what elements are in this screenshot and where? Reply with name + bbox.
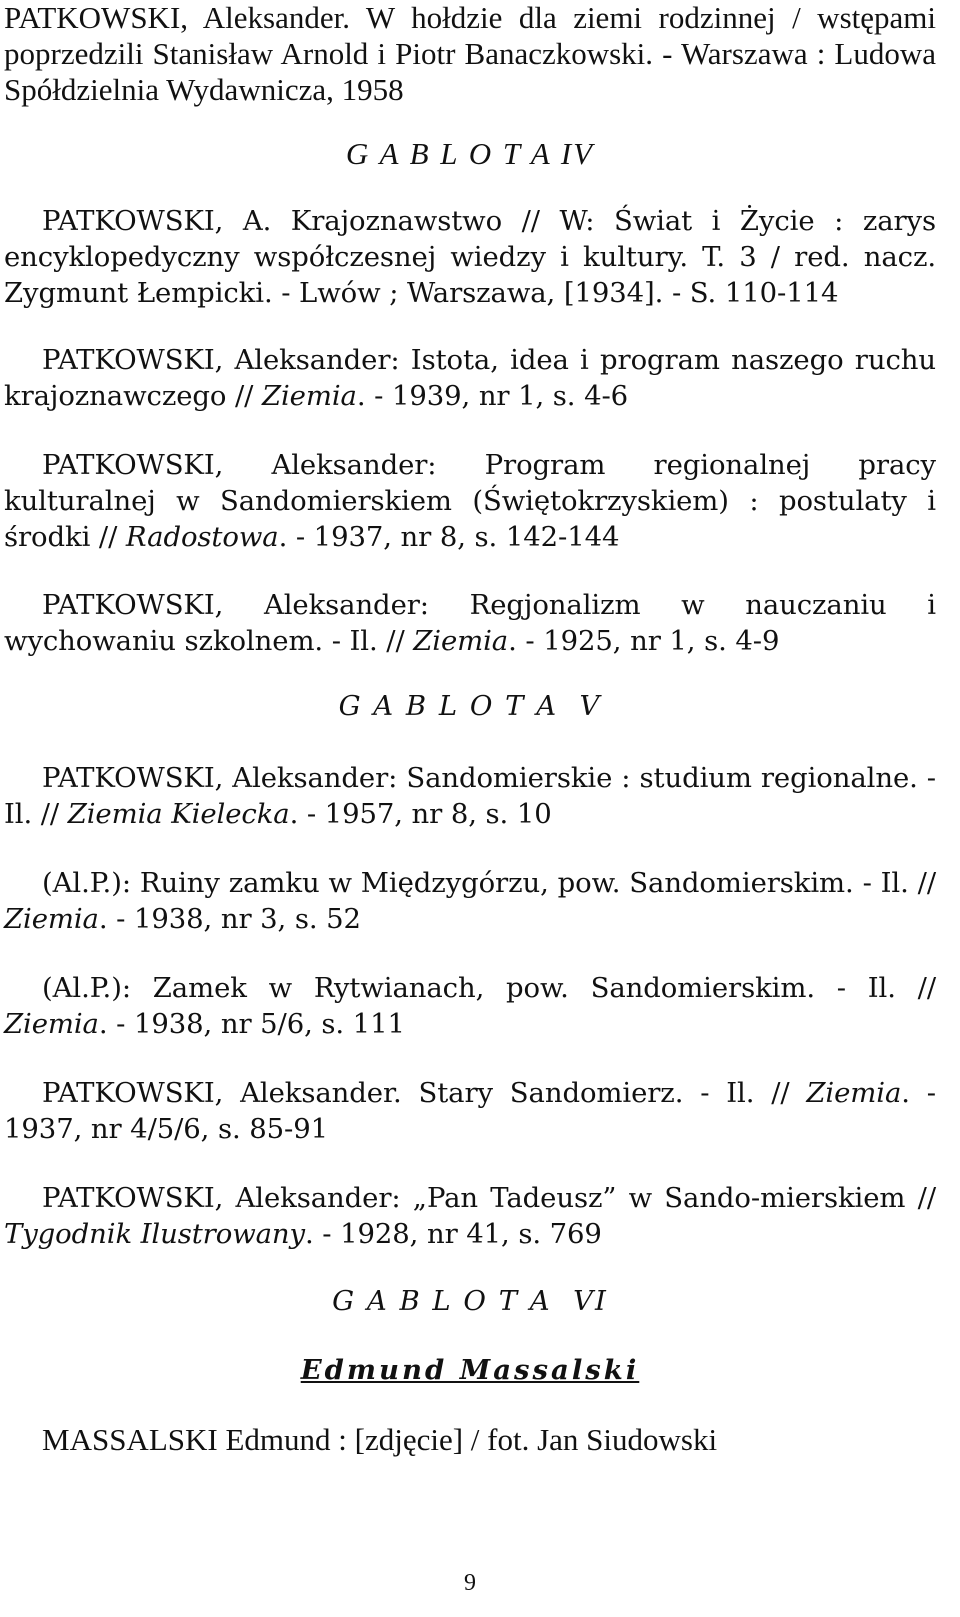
bibliography-entry: PATKOWSKI, Aleksander: „Pan Tadeusz” w Sando-mierskiem // Tygodnik Ilustrowany. - 1928, nr 41, s. 769 bbox=[4, 1182, 936, 1250]
journal-title: Tygodnik Ilustrowany bbox=[4, 1218, 305, 1250]
bibliography-entry: PATKOWSKI, A. Krajoznawstwo // W: Świat i Życie : zarys encyklopedyczny współczesnej wiedzy i kultury. T. 3 / red. nacz. Zygmunt Łempicki. - Lwów ; Warszawa, [1934]. - S. 110-114 bbox=[4, 205, 936, 309]
bibliography-entry: PATKOWSKI, Aleksander. W hołdzie dla ziemi rodzinnej / wstępami poprzedzili Stanisław Arnold i Piotr Banaczkowski. - Warszawa : Ludowa Spółdzielnia Wydawnicza, 1958 bbox=[4, 0, 936, 107]
journal-title: Radostowa bbox=[125, 521, 279, 553]
subsection-heading-edmund-massalski: Edmund Massalski bbox=[300, 1354, 640, 1386]
bibliography-entry: (Al.P.): Ruiny zamku w Międzygórzu, pow. Sandomierskim. - Il. // Ziemia. - 1938, nr 3, s. 52 bbox=[4, 867, 936, 935]
page-number: 9 bbox=[464, 1570, 476, 1596]
journal-title: Ziemia Kielecka bbox=[67, 798, 290, 830]
section-heading-gablota-v: G A B L O T A V bbox=[338, 690, 602, 722]
section-heading-gablota-iv: G A B L O T A IV bbox=[345, 136, 595, 171]
bibliography-entry: (Al.P.): Zamek w Rytwianach, pow. Sandomierskim. - Il. // Ziemia. - 1938, nr 5/6, s. 111 bbox=[4, 972, 936, 1040]
bibliography-entry: PATKOWSKI, Aleksander: Regjonalizm w nauczaniu i wychowaniu szkolnem. - Il. // Ziemia. - 1925, nr 1, s. 4-9 bbox=[4, 589, 936, 657]
bibliography-entry: PATKOWSKI, Aleksander. Stary Sandomierz. - Il. // Ziemia. - 1937, nr 4/5/6, s. 85-91 bbox=[4, 1077, 936, 1145]
bibliography-entry: PATKOWSKI, Aleksander: Istota, idea i program naszego ruchu krajoznawczego // Ziemia. - 1939, nr 1, s. 4-6 bbox=[4, 344, 936, 412]
bibliography-entry: PATKOWSKI, Aleksander: Sandomierskie : studium regionalne. - Il. // Ziemia Kielecka. - 1957, nr 8, s. 10 bbox=[4, 762, 936, 830]
journal-title: Ziemia bbox=[261, 380, 357, 412]
journal-title: Ziemia bbox=[4, 903, 99, 935]
journal-title: Ziemia bbox=[806, 1077, 902, 1109]
section-heading-gablota-vi: G A B L O T A VI bbox=[332, 1285, 608, 1317]
bibliography-entry: MASSALSKI Edmund : [zdjęcie] / fot. Jan Siudowski bbox=[42, 1422, 718, 1457]
journal-title: Ziemia bbox=[4, 1008, 99, 1040]
journal-title: Ziemia bbox=[413, 625, 509, 657]
bibliography-entry: PATKOWSKI, Aleksander: Program regionalnej pracy kulturalnej w Sandomierskiem (Świętokrzyskiem) : postulaty i środki // Radostowa. - 1937, nr 8, s. 142-144 bbox=[4, 449, 936, 553]
